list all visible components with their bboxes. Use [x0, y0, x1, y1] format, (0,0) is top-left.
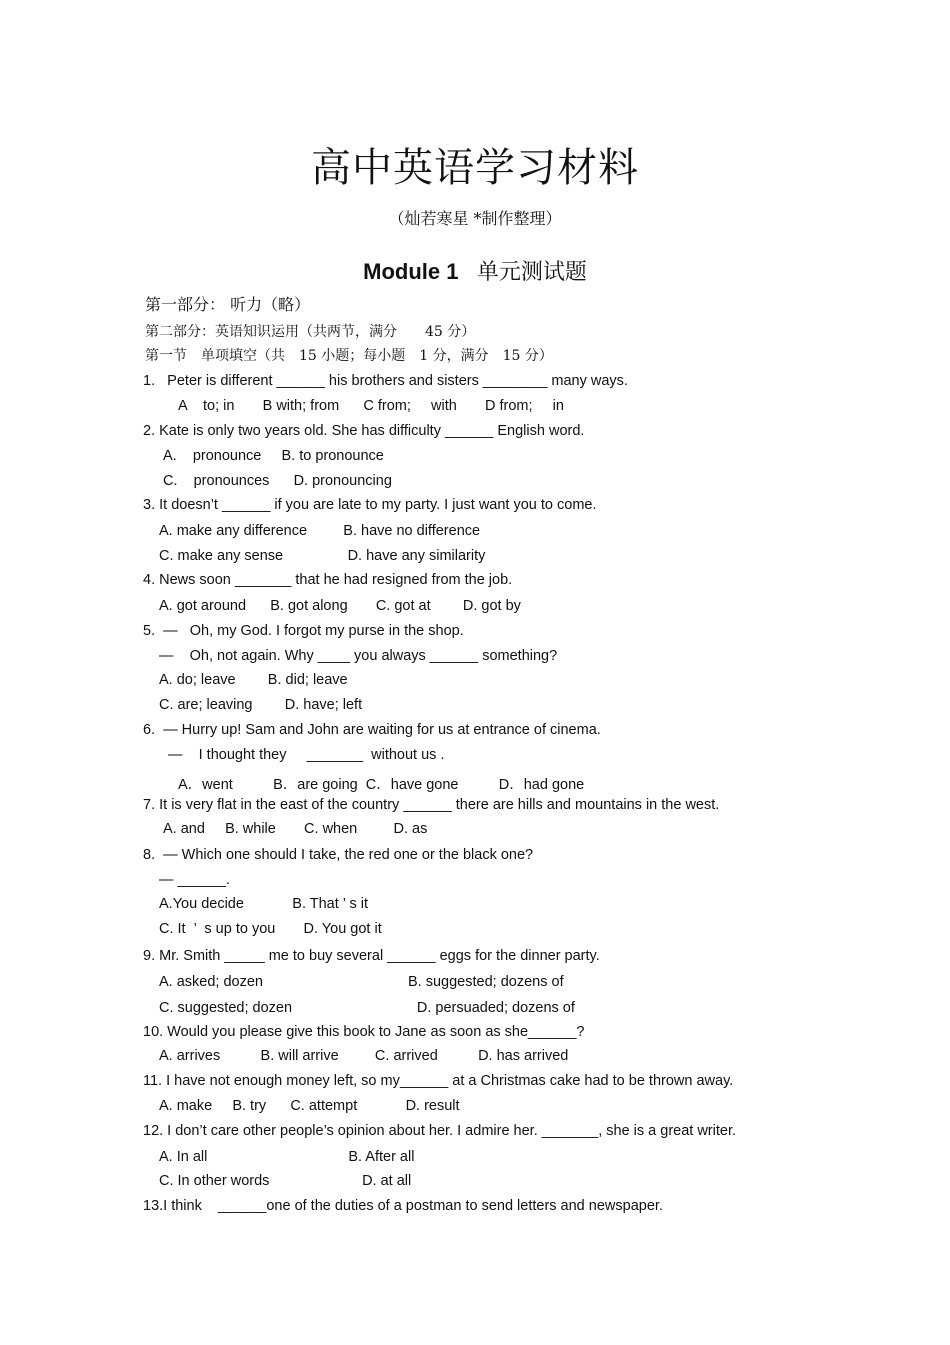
option-line: A. asked; dozen B. suggested; dozens of	[159, 974, 564, 990]
question-line: 13.I think ______one of the duties of a postman to send letters and newspaper.	[143, 1198, 663, 1214]
question-line: 8. — Which one should I take, the red one or the black one?	[143, 847, 534, 863]
question-line: — Oh, not again. Why ____ you always ______ something?	[159, 648, 558, 664]
question-line: — ______.	[159, 872, 230, 888]
section-part2: 第二部分：英语知识运用（共两节，满分 45 分）	[145, 324, 476, 340]
question-line: — I thought they _______ without us .	[168, 747, 445, 763]
question-line: 4. News soon _______ that he had resigned from the job.	[143, 572, 513, 588]
option-line: A. In all B. After all	[159, 1149, 415, 1165]
option-line: A. and B. while C. when D. as	[163, 821, 428, 837]
option-line: A. arrives B. will arrive C. arrived D. has arrived	[159, 1048, 569, 1064]
document-subtitle: （灿若寒星 *制作整理）	[388, 209, 562, 228]
question-line: 3. It doesn’t ______ if you are late to my party. I just want you to come.	[143, 497, 597, 513]
option-line: A. got around B. got along C. got at D. got by	[159, 598, 521, 614]
question-line: 10. Would you please give this book to Jane as soon as she______?	[143, 1024, 585, 1040]
module-name: Module 1	[363, 259, 459, 284]
question-line: 7. It is very flat in the east of the country ______ there are hills and mountains in the west.	[143, 797, 720, 813]
section-part1: 第一部分： 听力（略）	[145, 295, 311, 314]
section-part3: 第一节 单项填空（共 15 小题；每小题 1 分，满分 15 分）	[145, 348, 553, 364]
question-line: 1. Peter is different ______ his brothers and sisters ________ many ways.	[143, 373, 628, 389]
module-heading	[0, 255, 950, 286]
question-line: 12. I don’t care other people’s opinion about her. I admire her. _______, she is a great writer.	[143, 1123, 737, 1139]
question-line: 9. Mr. Smith _____ me to buy several ______ eggs for the dinner party.	[143, 948, 600, 964]
option-line: C. It ’ s up to you D. You got it	[159, 921, 382, 937]
option-line: C. make any sense D. have any similarity	[159, 548, 486, 564]
option-line: A. make B. try C. attempt D. result	[159, 1098, 460, 1114]
option-line: A. make any difference B. have no difference	[159, 523, 481, 539]
question-line: 5. — Oh, my God. I forgot my purse in the shop.	[143, 623, 464, 639]
document-title: 高中英语学习材料	[311, 145, 639, 191]
option-line: A. do; leave B. did; leave	[159, 672, 348, 688]
option-line: C. In other words D. at all	[159, 1173, 412, 1189]
option-line: A．went B．are going C．have gone D．had gone	[178, 777, 585, 793]
option-line: A. pronounce B. to pronounce	[163, 448, 384, 464]
question-line: 2. Kate is only two years old. She has difficulty ______ English word.	[143, 423, 585, 439]
option-line: C. are; leaving D. have; left	[159, 697, 363, 713]
option-line: C. suggested; dozen D. persuaded; dozens of	[159, 1000, 575, 1016]
module-heading-rest: 单元测试题	[476, 259, 587, 284]
option-line: A to; in B with; from C from; with D from; in	[178, 398, 564, 414]
option-line: A.You decide B. That ’ s it	[159, 896, 369, 912]
option-line: C. pronounces D. pronouncing	[163, 473, 392, 489]
question-line: 6. — Hurry up! Sam and John are waiting for us at entrance of cinema.	[143, 722, 601, 738]
question-line: 11. I have not enough money left, so my______ at a Christmas cake had to be thrown away.	[143, 1073, 734, 1089]
